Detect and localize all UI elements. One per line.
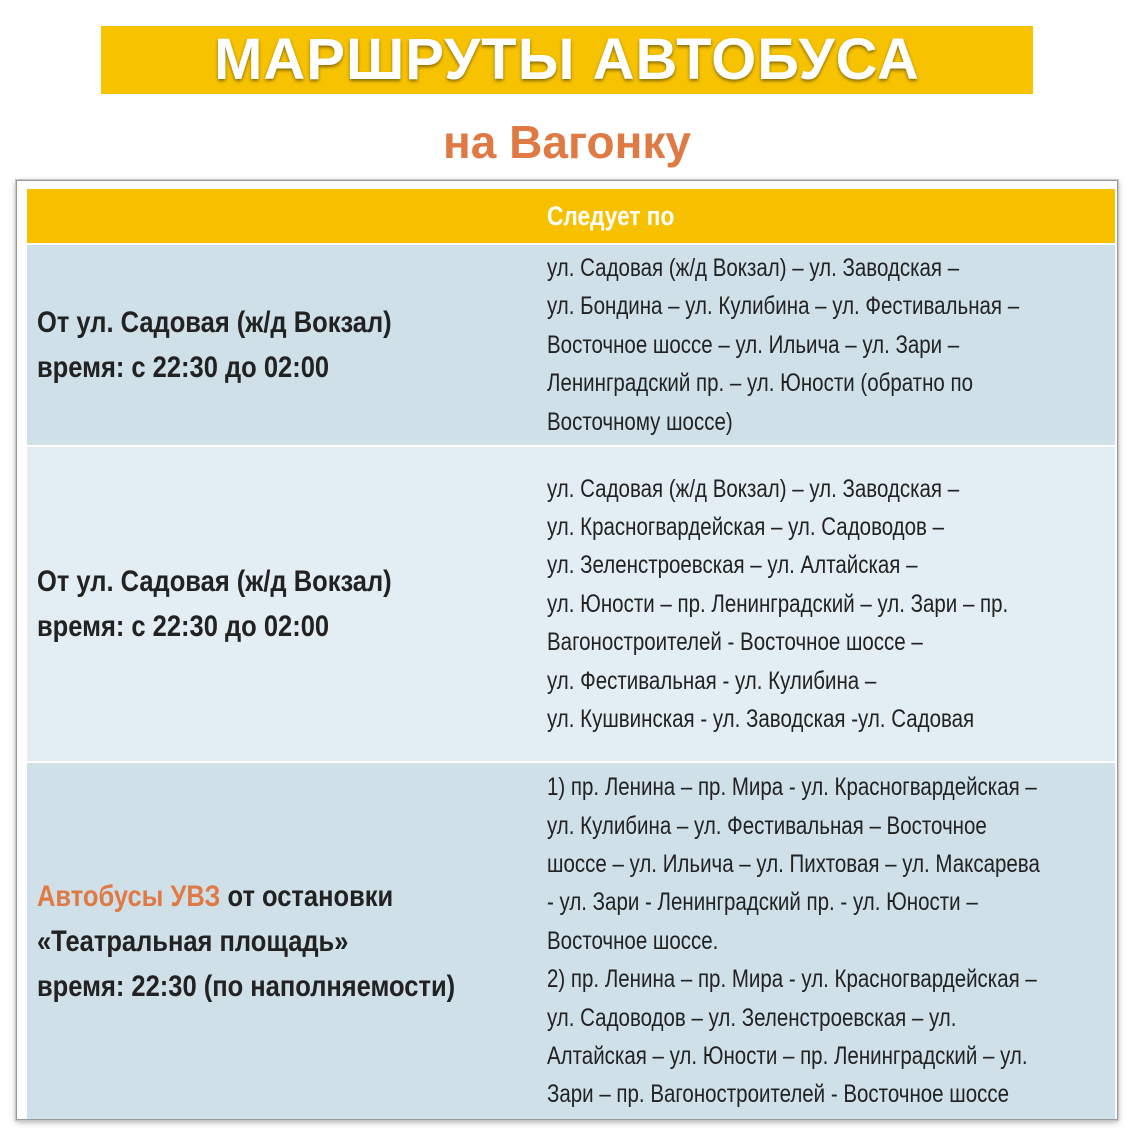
header-route-label: Следует по [547, 201, 675, 231]
route-line: ул. Садовая (ж/д Вокзал) – ул. Заводская – [547, 474, 960, 503]
departure-cell [37, 447, 454, 761]
route-line: ул. Красногвардейская – ул. Садоводов – [547, 512, 945, 541]
departure-stop: От ул. Садовая (ж/д Вокзал) [37, 306, 392, 339]
route-cell [547, 245, 1134, 445]
route-line: Вагоностроителей - Восточное шоссе – [547, 628, 923, 657]
route-line: ул. Фестивальная - ул. Кулибина – [547, 666, 877, 695]
route-line: Ленинградский пр. – ул. Юности (обратно по [547, 369, 974, 398]
departure-time: время: с 22:30 до 02:00 [37, 351, 330, 384]
route-cell [547, 763, 1134, 1119]
table-row [27, 447, 1115, 761]
route-line: Зари – пр. Вагоностроителей - Восточное шоссе [547, 1080, 1010, 1109]
table-header-row [27, 189, 1115, 243]
routes-table [16, 180, 1118, 1120]
route-line: Алтайская – ул. Юности – пр. Ленинградский – ул. [547, 1042, 1028, 1071]
route-cell [547, 447, 1134, 761]
route-line: 2) пр. Ленина – пр. Мира - ул. Красногвардейская – [547, 965, 1037, 994]
route-line: - ул. Зари - Ленинградский пр. - ул. Юности – [547, 888, 978, 917]
route-line: 1) пр. Ленина – пр. Мира - ул. Красногвардейская – [547, 773, 1037, 802]
route-line: Восточное шоссе – ул. Ильича – ул. Зари – [547, 330, 960, 359]
route-line: ул. Юности – пр. Ленинградский – ул. Зари – пр. [547, 589, 1009, 618]
departure-operator [37, 874, 455, 919]
operator-name: Автобусы УВЗ [37, 879, 221, 913]
departure-stop: От ул. Садовая (ж/д Вокзал) [37, 565, 392, 598]
departure-stop: «Театральная площадь» [37, 924, 349, 958]
route-line: ул. Кулибина – ул. Фестивальная – Восточное [547, 811, 987, 840]
departure-cell [37, 245, 454, 445]
table-row [27, 763, 1115, 1119]
page-subtitle: на Вагонку [443, 116, 691, 168]
departure-cell [37, 763, 529, 1119]
route-line: ул. Бондина – ул. Кулибина – ул. Фестивальная – [547, 292, 1020, 321]
route-line: Восточному шоссе) [547, 407, 733, 436]
route-line: ул. Зеленстроевская – ул. Алтайская – [547, 551, 918, 580]
route-line: шоссе – ул. Ильича – ул. Пихтовая – ул. Максарева [547, 849, 1040, 878]
title-banner [101, 26, 1033, 94]
page-title: МАРШРУТЫ АВТОБУСА [214, 27, 920, 92]
route-line: Восточное шоссе. [547, 926, 719, 955]
route-line: ул. Кушвинская - ул. Заводская -ул. Садовая [547, 705, 975, 734]
departure-time: время: 22:30 (по наполняемости) [37, 969, 456, 1003]
table-row [27, 245, 1115, 445]
route-line: ул. Садовая (ж/д Вокзал) – ул. Заводская – [547, 253, 960, 282]
operator-stop-prefix: от остановки [220, 879, 394, 913]
route-line: ул. Садоводов – ул. Зеленстроевская – ул. [547, 1003, 957, 1032]
departure-time: время: с 22:30 до 02:00 [37, 610, 330, 643]
